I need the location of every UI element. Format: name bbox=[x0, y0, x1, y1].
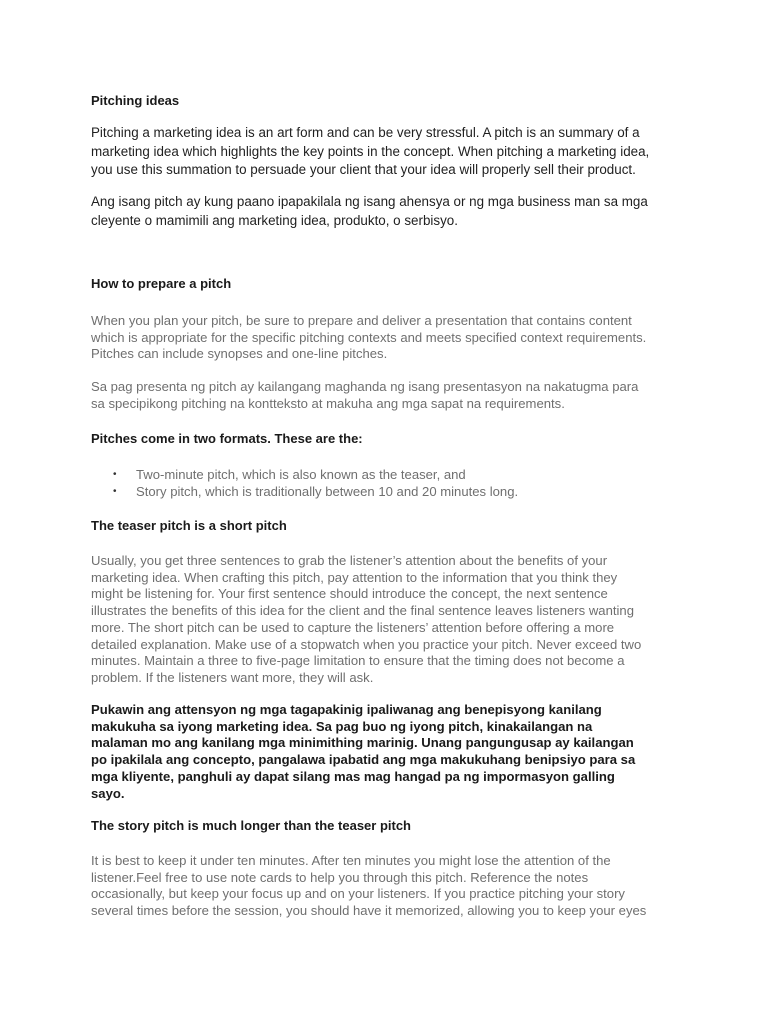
text-line: occasionally, but keep your focus up and on your listeners. If you practice pitching your story bbox=[91, 886, 625, 902]
text-line: you use this summation to persuade your client that your idea will properly sell their product. bbox=[91, 162, 636, 177]
text-line: marketing idea which highlights the key points in the concept. When pitching a marketing idea, bbox=[91, 143, 650, 159]
text-line: po ipakilala ang concepto, pangalawa ipabatid ang mga makukuhang benipsiyo para sa bbox=[91, 752, 636, 768]
text-line: sayo. bbox=[91, 785, 125, 801]
heading-teaser-pitch: The teaser pitch is a short pitch bbox=[91, 518, 287, 533]
paragraph-pitching-intro-tagalog bbox=[91, 193, 686, 230]
text-line: several times before the session, you should have it memorized, allowing you to keep your eyes bbox=[91, 903, 647, 919]
paragraph-prepare-pitch bbox=[91, 313, 686, 363]
list-item-text: Story pitch, which is traditionally between 10 and 20 minutes long. bbox=[136, 483, 519, 499]
paragraph-teaser-pitch bbox=[91, 553, 686, 687]
text-line: minutes. Maintain a three to five-page limitation to ensure that the timing does not become a bbox=[91, 653, 625, 669]
list-item bbox=[91, 467, 686, 484]
bullet-icon: • bbox=[113, 469, 117, 480]
text-line: Pitches can include synopses and one-line pitches. bbox=[91, 346, 388, 362]
text-line: Pitching a marketing idea is an art form and can be very stressful. A pitch is an summary of a bbox=[91, 125, 640, 140]
list-item-text: Two-minute pitch, which is also known as the teaser, and bbox=[136, 467, 466, 482]
bullet-icon: • bbox=[113, 485, 117, 497]
heading-pitching-ideas: Pitching ideas bbox=[91, 93, 180, 108]
heading-how-to-prepare: How to prepare a pitch bbox=[91, 276, 232, 291]
text-line: Usually, you get three sentences to grab the listener’s attention about the benefits of your bbox=[91, 553, 608, 568]
heading-pitch-formats: Pitches come in two formats. These are the: bbox=[91, 431, 363, 446]
text-line: makukuha sa iyong marketing idea. Sa pag buo ng iyong pitch, kinakailangan na bbox=[91, 718, 593, 734]
text-line: listener.Feel free to use note cards to help you through this pitch. Reference the notes bbox=[91, 869, 589, 885]
text-line: When you plan your pitch, be sure to prepare and deliver a presentation that contains content bbox=[91, 313, 632, 328]
pitch-formats-list bbox=[91, 467, 686, 500]
heading-story-pitch: The story pitch is much longer than the teaser pitch bbox=[91, 818, 411, 833]
text-line: malaman mo ang kanilang mga minimithing marinig. Unang pangungusap ay kailangan bbox=[91, 735, 634, 751]
paragraph-pitching-intro bbox=[91, 124, 686, 180]
paragraph-teaser-pitch-tagalog bbox=[91, 702, 686, 802]
text-line: marketing idea. When crafting this pitch, pay attention to the information that you think they bbox=[91, 569, 618, 585]
text-line: Ang isang pitch ay kung paano ipapakilala ng isang ahensya or ng mga business man sa mga bbox=[91, 194, 648, 209]
text-line: illustrates the benefits of this idea for the client and the final sentence leaves listeners wanting bbox=[91, 603, 634, 619]
list-item bbox=[91, 484, 686, 501]
text-line: which is appropriate for the specific pitching contexts and meets specified context requirements. bbox=[91, 329, 647, 345]
text-line: Pukawin ang attensyon ng mga tagapakinig ipaliwanag ang benepisyong kanilang bbox=[91, 702, 602, 717]
text-line: sa specipikong pitching na kontteksto at makuha ang mga sapat na requirements. bbox=[91, 395, 565, 411]
text-line: It is best to keep it under ten minutes. After ten minutes you might lose the attention of the bbox=[91, 853, 611, 868]
paragraph-prepare-pitch-tagalog bbox=[91, 379, 686, 412]
text-line: might be listening for. Your first sentence should introduce the concept, the next sentence bbox=[91, 586, 608, 602]
text-line: more. The short pitch can be used to capture the listeners’ attention before offering a more bbox=[91, 619, 615, 635]
text-line: Sa pag presenta ng pitch ay kailangang maghanda ng isang presentasyon na nakatugma para bbox=[91, 379, 639, 394]
text-line: problem. If the listeners want more, they will ask. bbox=[91, 669, 374, 685]
text-line: mga kliyente, panghuli ay dapat silang mas mag hangad pa ng impormasyon galling bbox=[91, 768, 615, 784]
document-page bbox=[91, 0, 686, 1024]
paragraph-story-pitch bbox=[91, 853, 686, 920]
text-line: detailed explanation. Make use of a stopwatch when you practice your pitch. Never exceed two bbox=[91, 636, 642, 652]
text-line: cleyente o mamimili ang marketing idea, produkto, o serbisyo. bbox=[91, 212, 458, 228]
